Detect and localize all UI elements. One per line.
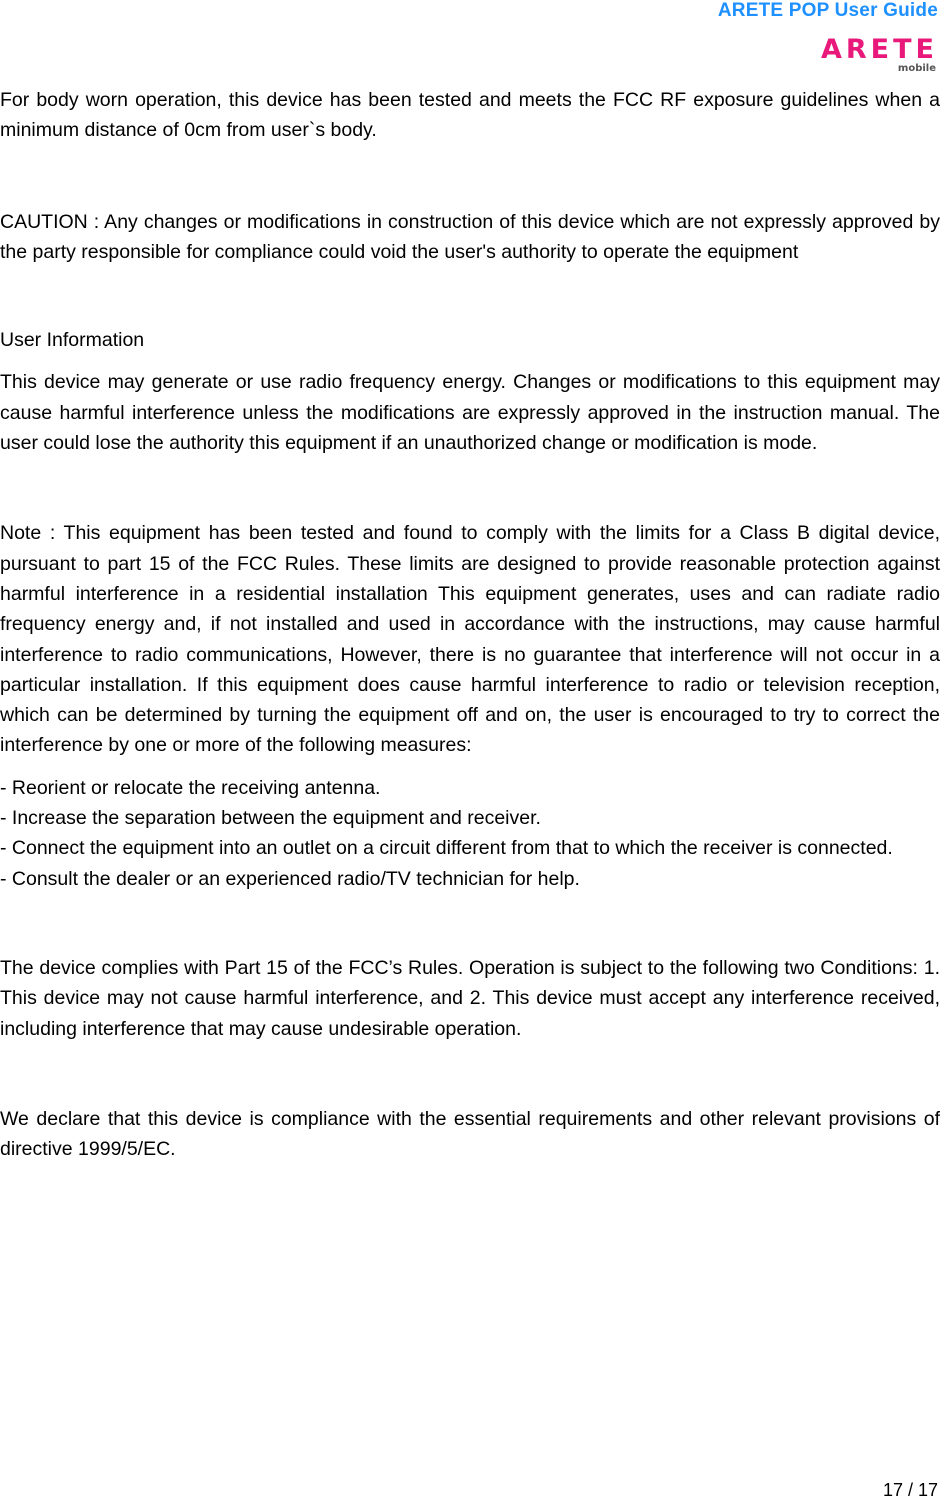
logo-subtext: mobile [897, 63, 936, 74]
list-item: - Increase the separation between the equipment and receiver. [0, 807, 541, 830]
list-item: - Connect the equipment into an outlet on a circuit different from that to which the receiver is connected. [0, 837, 893, 860]
body-worn-paragraph: For body worn operation, this device has been tested and meets the FCC RF exposure guidelines when a minimum distance of 0cm from user`s body. [0, 89, 940, 142]
header-title: ARETE POP User Guide [717, 0, 938, 21]
list-item: - Reorient or relocate the receiving antenna. [0, 776, 381, 799]
document-body [0, 85, 940, 1164]
caution-paragraph: CAUTION : Any changes or modifications in construction of this device which are not expressly approved by the party responsible for compliance could void the user's authority to operate the equipment [0, 210, 940, 263]
arete-logo [792, 36, 938, 76]
measures-list [0, 773, 940, 894]
page-number: 17 / 17 [882, 1480, 938, 1500]
fcc-note-paragraph: Note : This equipment has been tested and found to comply with the limits for a Class B digital device, pursuant to part 15 of the FCC Rules. These limits are designed to provide reasonable protection against harmful interference in a residential installation This equipment generates, uses and can radiate radio frequency energy and, if not installed and used in accordance with the instructions, may cause harmful interference to radio communications, However, there is no guarantee that interference will not occur in a particular installation. If this equipment does cause harmful interference to radio or television reception, which can be determined by turning the equipment off and on, the user is encouraged to try to correct the interference by one or more of the following measures: [0, 522, 940, 757]
user-information-paragraph: This device may generate or use radio frequency energy. Changes or modifications to this equipment may cause harmful interference unless the modifications are expressly approved in the instruction manual. The user could lose the authority this equipment if an unauthorized change or modification is mode. [0, 371, 940, 455]
logo-text: ARETE [821, 34, 938, 65]
fcc-part15-paragraph: The device complies with Part 15 of the FCC’s Rules. Operation is subject to the following two Conditions: 1. This device may not cause harmful interference, and 2. This device must accept any interference received, including interference that may cause undesirable operation. [0, 956, 940, 1040]
user-information-heading: User Information [0, 329, 145, 352]
directive-declaration-paragraph: We declare that this device is compliance with the essential requirements and other relevant provisions of directive 1999/5/EC. [0, 1107, 940, 1161]
list-item: - Consult the dealer or an experienced radio/TV technician for help. [0, 867, 580, 890]
